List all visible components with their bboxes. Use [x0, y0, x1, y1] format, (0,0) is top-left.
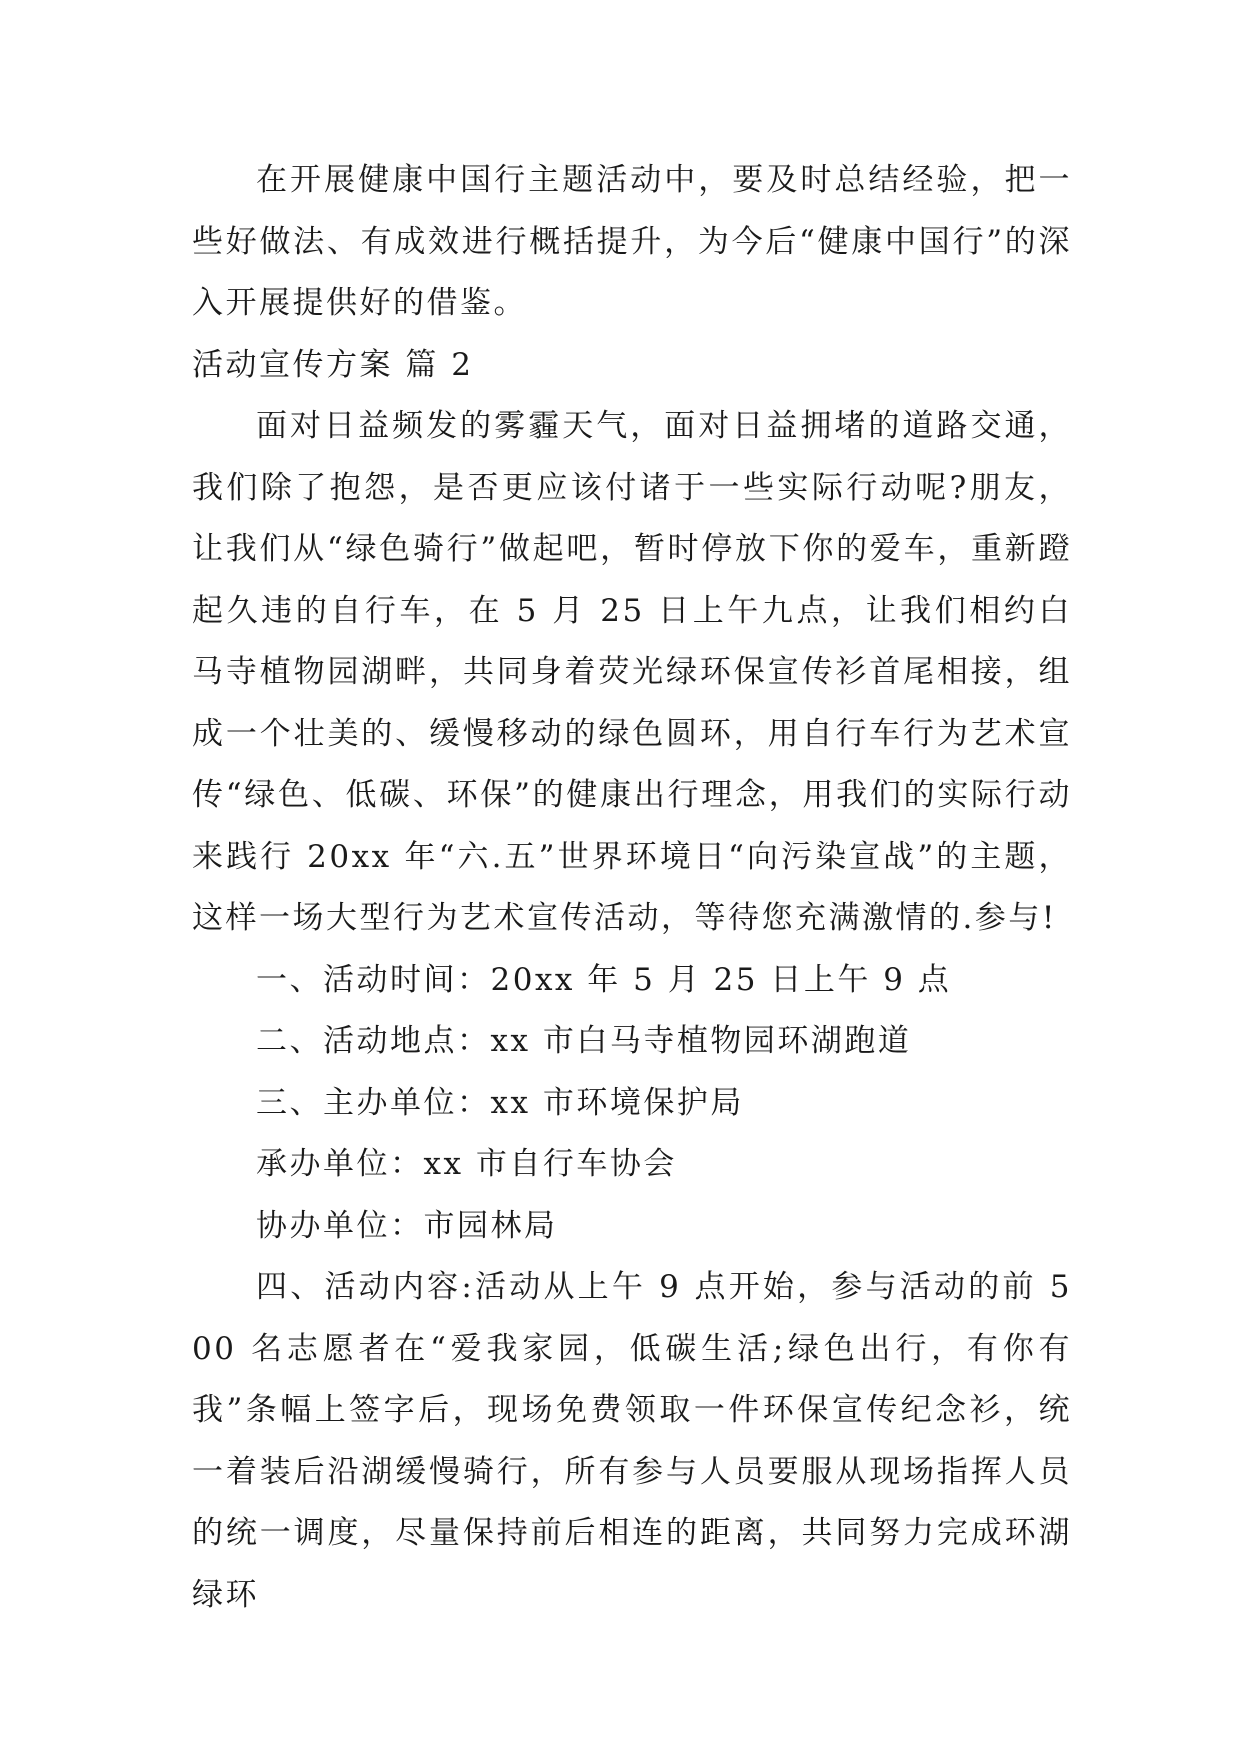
organizer: 三、主办单位：xx 市环境保护局: [256, 1084, 744, 1121]
co-organizer: 协办单位：市园林局: [256, 1207, 558, 1244]
section-heading: 活动宣传方案 篇 2: [192, 346, 474, 383]
summary-paragraph: 在开展健康中国行主题活动中，要及时总结经验，把一些好做法、有成效进行概括提升，为今后“健康中国行”的深入开展提供好的借鉴。: [192, 162, 1072, 321]
intro-paragraph: 面对日益频发的雾霾天气，面对日益拥堵的道路交通，我们除了抱怨，是否更应该付诸于一些实际行动呢?朋友，让我们从“绿色骑行”做起吧，暂时停放下你的爱车，重新蹬起久违的自行车，在 5 月 25 日上午九点，让我们相约白马寺植物园湖畔，共同身着荧光绿环保宣传衫首尾相接，组成一个壮美的、缓慢移动的绿色圆环，用自行车行为艺术宣传“绿色、低碳、环保”的健康出行理念，用我们的实际行动来践行 20xx 年“六.五”世界环境日“向污染宣战”的主题，这样一场大型行为艺术宣传活动，等待您充满激情的.参与!: [192, 408, 1072, 936]
activity-time: 一、活动时间：20xx 年 5 月 25 日上午 9 点: [256, 961, 952, 998]
activity-content: 四、活动内容:活动从上午 9 点开始，参与活动的前 500 名志愿者在“爱我家园，低碳生活;绿色出行，有你有我”条幅上签字后，现场免费领取一件环保宣传纪念衫，统一着装后沿湖缓慢骑行，所有参与人员要服从现场指挥人员的统一调度，尽量保持前后相连的距离，共同努力完成环湖绿环: [192, 1269, 1072, 1613]
document-body: [192, 150, 1072, 1626]
undertaker: 承办单位：xx 市自行车协会: [256, 1146, 677, 1182]
activity-location: 二、活动地点：xx 市白马寺植物园环湖跑道: [256, 1023, 912, 1059]
